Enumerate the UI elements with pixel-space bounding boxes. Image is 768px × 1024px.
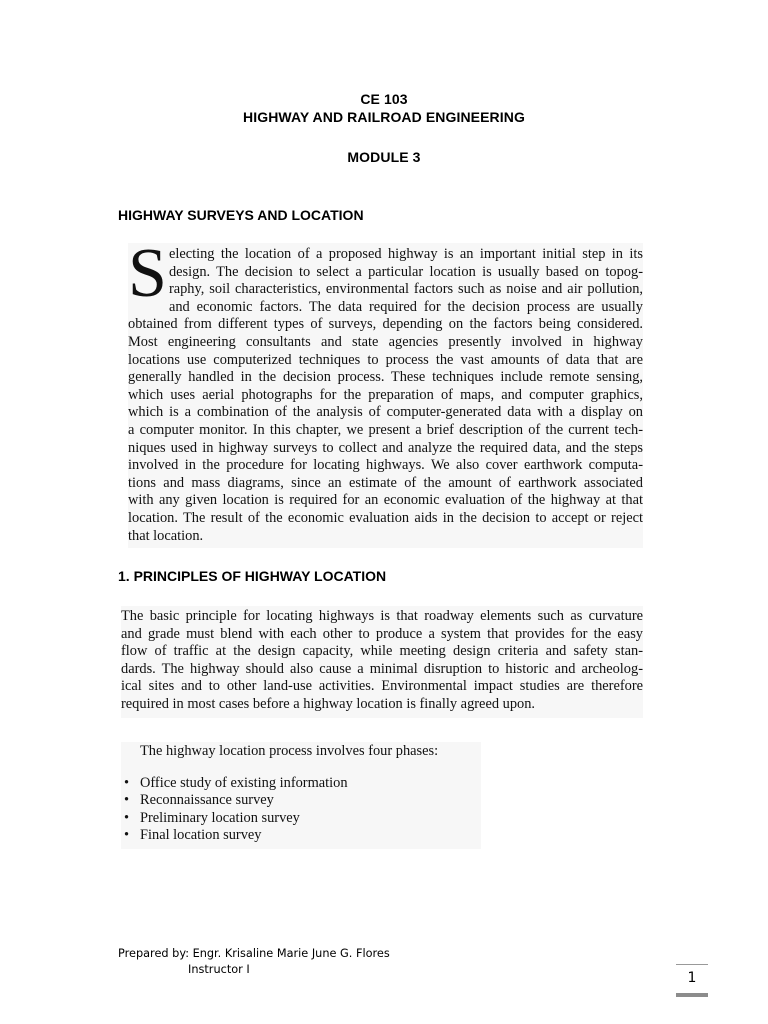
intro-line: niques used in highway surveys to collect and analyze the required data, and the steps [128, 439, 643, 456]
phases-list [121, 775, 481, 845]
list-item [121, 775, 481, 793]
instructor-role: Instructor I [188, 963, 250, 976]
course-code: CE 103 [360, 91, 408, 107]
intro-line: location. The result of the economic evaluation aids in the decision to accept or reject [128, 509, 643, 526]
intro-line: a computer monitor. In this chapter, we present a brief description of the current tech- [128, 421, 643, 438]
section-title-highway-surveys: HIGHWAY SURVEYS AND LOCATION [118, 207, 364, 223]
list-item [121, 810, 481, 828]
principles-line: ical sites and to other land-use activities. Environmental impact studies are therefore [121, 678, 643, 695]
intro-line: which is a combination of the analysis of computer-generated data with a display on [128, 404, 643, 421]
list-item [121, 792, 481, 810]
intro-paragraph [128, 235, 643, 548]
intro-line: generally handled in the decision process. These techniques include remote sensing, [128, 369, 643, 386]
list-item [121, 827, 481, 845]
intro-line: raphy, soil characteristics, environmental factors such as noise and air pollution, [168, 281, 643, 298]
phase-label: Final location survey [140, 827, 262, 844]
section-title-principles: 1. PRINCIPLES OF HIGHWAY LOCATION [118, 568, 387, 584]
phase-label: Reconnaissance survey [140, 792, 274, 809]
principles-line: The basic principle for locating highways is that roadway elements such as curvature [121, 608, 643, 624]
principles-line: required in most cases before a highway location is finally agreed upon. [121, 695, 535, 712]
intro-line: involved in the procedure for locating highways. We also cover earthwork computa- [128, 457, 643, 474]
principles-line: flow of traffic at the design capacity, while meeting design criteria and safety stan- [121, 643, 643, 660]
intro-line: and economic factors. The data required for the decision process are usually [168, 298, 643, 315]
intro-line: locations use computerized techniques to process the vast amounts of data that are [128, 351, 643, 368]
intro-line: that location. [128, 527, 204, 544]
footer [118, 946, 390, 978]
intro-line: which uses aerial photographs for the preparation of maps, and computer graphics, [128, 386, 643, 403]
bullet-icon: • [124, 792, 130, 809]
phases-intro: The highway location process involves four phases: [140, 743, 439, 759]
page-number: 1 [676, 964, 708, 997]
principles-paragraph [121, 606, 643, 718]
principles-line: and grade must blend with each other to produce a system that provides for the easy [121, 625, 643, 642]
intro-line: obtained from different types of surveys, depending on the factors being considered. [128, 316, 643, 333]
intro-line: electing the location of a proposed highway is an important initial step in its [168, 246, 643, 262]
phases-block [121, 742, 481, 849]
intro-line: tions and mass diagrams, since an estimate of the amount of earthwork associated [128, 474, 643, 491]
principles-line: dards. The highway should also cause a minimal disruption to historic and archeolog- [121, 660, 643, 677]
drop-cap: S [128, 235, 167, 312]
intro-line: with any given location is required for an economic evaluation of the highway at that [128, 492, 643, 509]
module-label: MODULE 3 [347, 149, 421, 165]
phase-label: Office study of existing information [140, 774, 348, 791]
prepared-by: Prepared by: Engr. Krisaline Marie June G. Flores [118, 947, 390, 960]
intro-line: design. The decision to select a particular location is usually based on topog- [168, 263, 643, 280]
bullet-icon: • [124, 827, 130, 844]
phase-label: Preliminary location survey [140, 809, 300, 826]
bullet-icon: • [124, 809, 130, 826]
intro-line: Most engineering consultants and state agencies presently involved in highway [128, 333, 643, 350]
bullet-icon: • [124, 774, 130, 791]
course-title: HIGHWAY AND RAILROAD ENGINEERING [243, 109, 525, 125]
